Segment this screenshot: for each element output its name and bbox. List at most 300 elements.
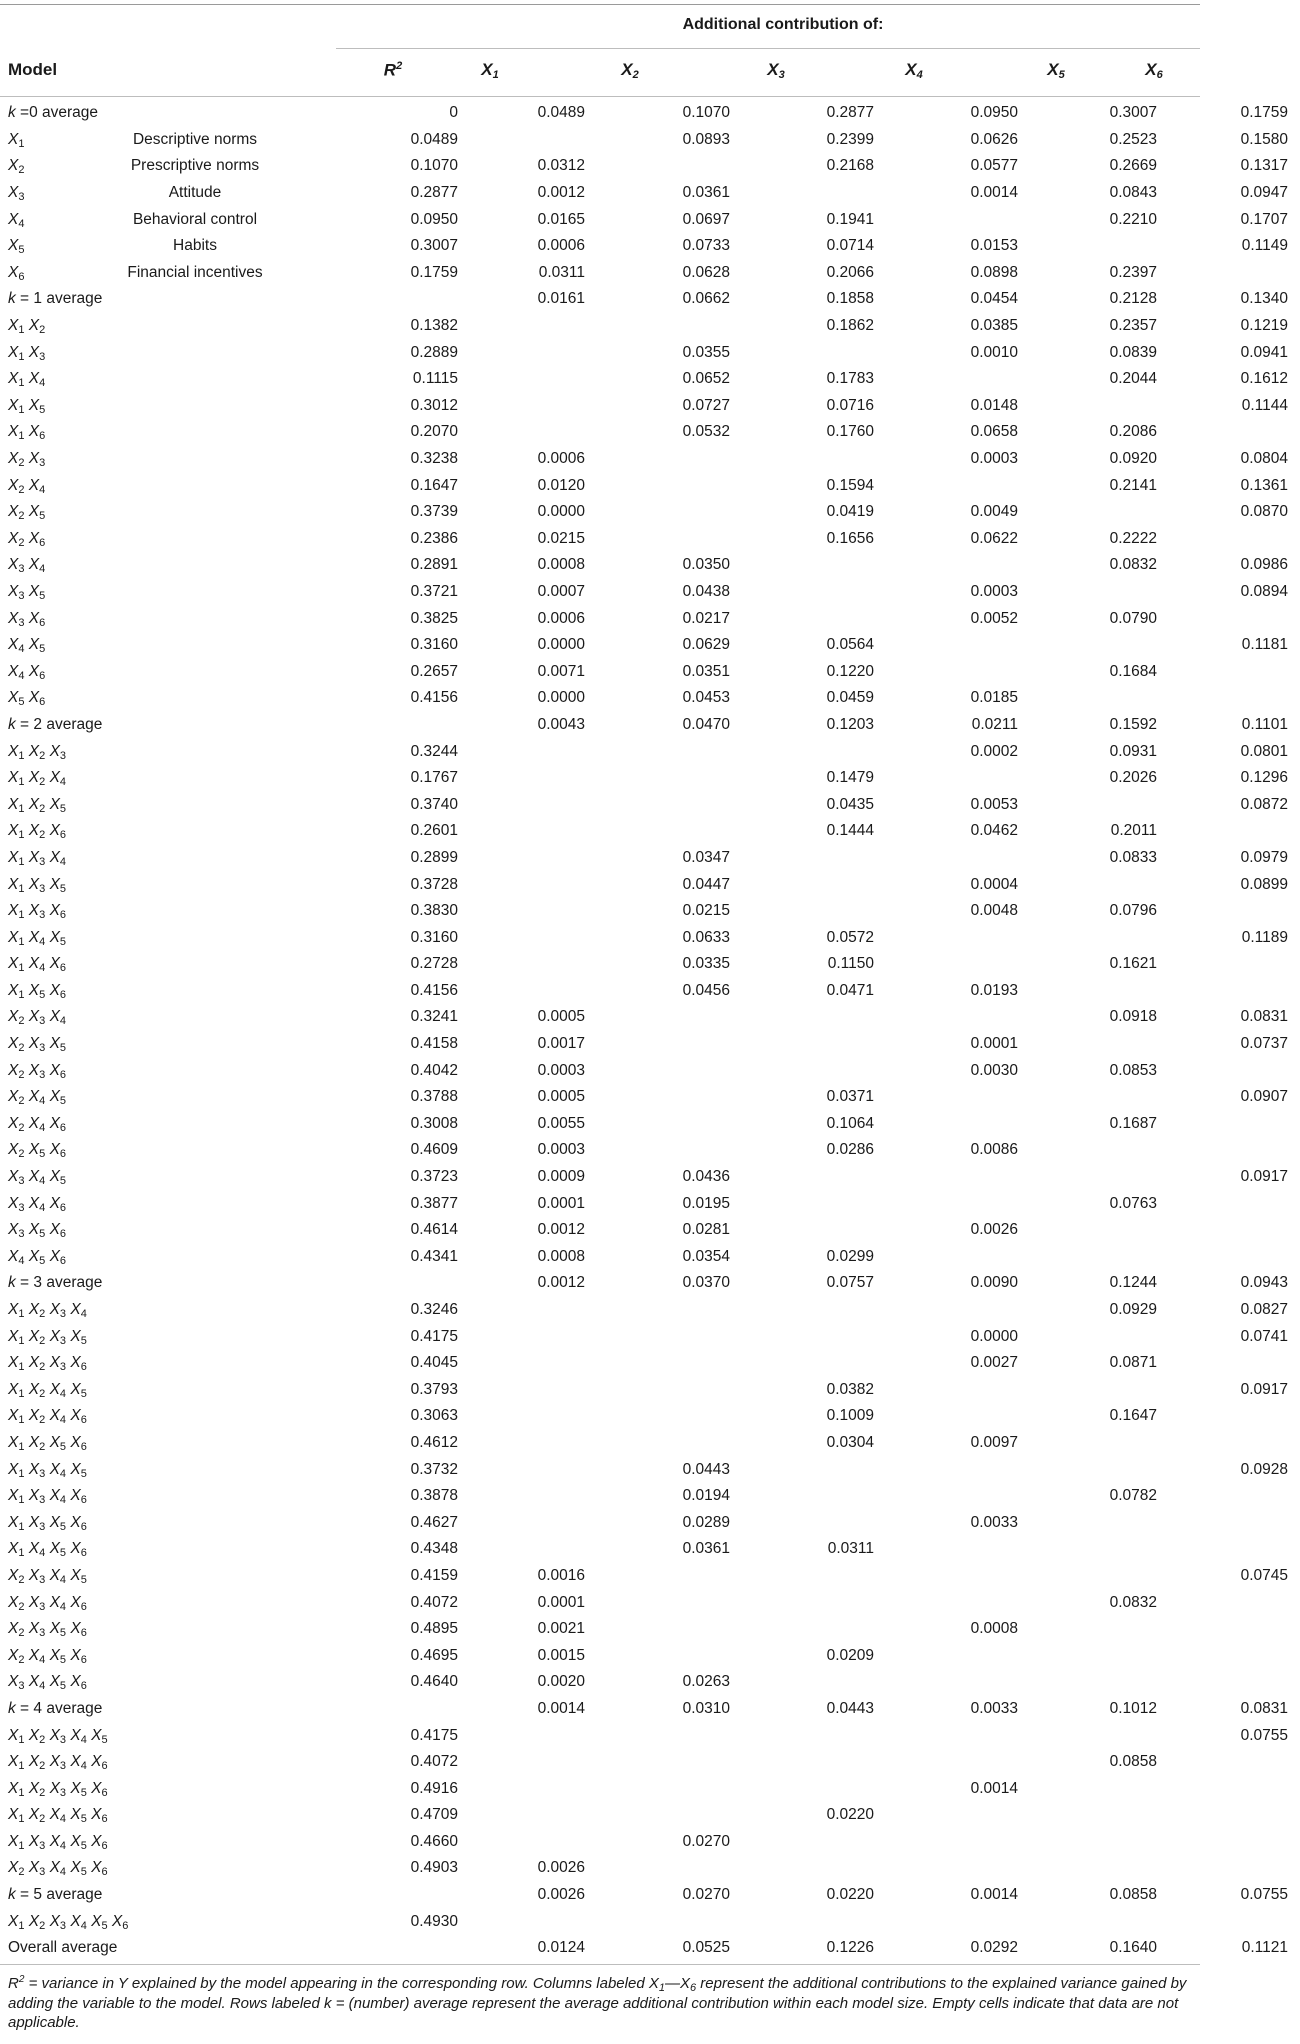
contribution-cell-x4: 0.0048 bbox=[970, 902, 1018, 920]
table-row bbox=[0, 1749, 1300, 1776]
table-row bbox=[0, 871, 1300, 898]
model-cell: $X_3$ Attitude bbox=[0, 180, 336, 207]
table-row bbox=[0, 898, 1300, 925]
contribution-cell-x2 bbox=[589, 1057, 734, 1084]
model-cell: $X_1$ $X_5$ bbox=[8, 396, 46, 416]
r2-cell: 0.2070 bbox=[410, 423, 458, 441]
contribution-cell-x4: 0.0008 bbox=[970, 1620, 1018, 1638]
contribution-cell-x5: 0.0929 bbox=[1109, 1301, 1157, 1319]
contribution-cell-x6: 0.0827 bbox=[1240, 1301, 1288, 1319]
table-row bbox=[0, 1855, 1300, 1882]
contribution-cell-x2 bbox=[589, 1111, 734, 1138]
contribution-cell-x3: 0.0471 bbox=[826, 981, 874, 999]
contribution-cell-x4: 0.0003 bbox=[970, 582, 1018, 600]
contribution-cell-x4: 0.0454 bbox=[970, 290, 1018, 308]
table-row bbox=[0, 153, 1300, 180]
contribution-cell-x1 bbox=[458, 791, 589, 818]
contribution-cell-x4: 0.0030 bbox=[970, 1061, 1018, 1079]
model-cell: $X_4$ $X_5$ $X_6$ bbox=[8, 1247, 67, 1267]
model-cell: k = 3 average bbox=[8, 1274, 103, 1292]
contribution-cell-x4: 0.0027 bbox=[970, 1354, 1018, 1372]
contribution-cell-x1: 0.0055 bbox=[537, 1114, 585, 1132]
contribution-cell-x3 bbox=[734, 1164, 878, 1191]
contribution-cell-x2 bbox=[589, 1084, 734, 1111]
contribution-cell-x2: 0.0447 bbox=[682, 875, 730, 893]
contribution-cell-x6: 0.1340 bbox=[1240, 290, 1288, 308]
contribution-cell-x1: 0.0021 bbox=[537, 1620, 585, 1638]
model-cell: $X_3$ $X_4$ $X_5$ $X_6$ bbox=[8, 1673, 87, 1693]
table-row bbox=[0, 1217, 1300, 1244]
contribution-cell-x2: 0.0652 bbox=[682, 370, 730, 388]
contribution-cell-x4 bbox=[878, 1111, 1022, 1138]
table-footnote: $R^2$ = variance in Y explained by the model appearing in the corresponding row. Columns labeled $X_1—X_6$ represent the additional contributions to the explained variance gained by adding the variable to the model. Rows labeled k = (number) average represent the average additional contribution within each model size. Empty cells indicate that data are not applicable. bbox=[8, 1974, 1187, 2031]
average-row bbox=[0, 100, 1300, 127]
contribution-cell-x6 bbox=[1161, 1669, 1300, 1696]
table-row bbox=[0, 1589, 1300, 1616]
r2-cell: 0.2386 bbox=[410, 529, 458, 547]
column-header-x2: $X_2$ bbox=[621, 60, 639, 81]
model-cell: $X_2$ $X_3$ $X_5$ bbox=[8, 1035, 67, 1055]
contribution-cell-x1: 0.0008 bbox=[537, 1247, 585, 1265]
r2-cell: 0.4156 bbox=[410, 689, 458, 707]
contribution-cell-x4: 0.0153 bbox=[970, 237, 1018, 255]
average-row bbox=[0, 286, 1300, 313]
r2-cell: 0.3723 bbox=[410, 1168, 458, 1186]
contribution-cell-x5 bbox=[1022, 685, 1161, 712]
contribution-cell-x5: 0.1647 bbox=[1109, 1407, 1157, 1425]
contribution-cell-x6: 0.0870 bbox=[1240, 503, 1288, 521]
r2-cell: 0.3830 bbox=[410, 902, 458, 920]
contribution-cell-x2: 0.1070 bbox=[682, 104, 730, 122]
contribution-cell-x2 bbox=[589, 1004, 734, 1031]
contribution-cell-x1: 0.0012 bbox=[537, 184, 585, 202]
contribution-cell-x1: 0.0124 bbox=[537, 1939, 585, 1957]
contribution-cell-x1 bbox=[458, 898, 589, 925]
contribution-cell-x6: 0.0745 bbox=[1240, 1566, 1288, 1584]
contribution-cell-x1 bbox=[458, 1829, 589, 1856]
r2-cell: 0.2889 bbox=[410, 343, 458, 361]
variable-description: Prescriptive norms bbox=[130, 157, 260, 175]
contribution-cell-x1 bbox=[458, 1802, 589, 1829]
contribution-cell-x2: 0.0347 bbox=[682, 848, 730, 866]
contribution-cell-x3 bbox=[734, 1350, 878, 1377]
contribution-cell-x1: 0.0026 bbox=[537, 1886, 585, 1904]
contribution-cell-x6: 0.0831 bbox=[1240, 1699, 1288, 1717]
contribution-cell-x5 bbox=[1022, 393, 1161, 420]
model-cell: $X_1$ $X_2$ $X_4$ $X_5$ bbox=[8, 1380, 87, 1400]
contribution-cell-x2: 0.0281 bbox=[682, 1221, 730, 1239]
table-row bbox=[0, 1616, 1300, 1643]
model-cell: $X_1$ $X_4$ $X_5$ bbox=[8, 928, 67, 948]
table-row bbox=[0, 1563, 1300, 1590]
contribution-cell-x3: 0.0299 bbox=[826, 1247, 874, 1265]
contribution-cell-x1 bbox=[458, 419, 589, 446]
contribution-cell-x1: 0.0000 bbox=[537, 503, 585, 521]
contribution-cell-x3 bbox=[734, 1297, 878, 1324]
contribution-cell-x6: 0.0737 bbox=[1240, 1035, 1288, 1053]
r2-cell: 0.3241 bbox=[410, 1008, 458, 1026]
contribution-cell-x4 bbox=[878, 1403, 1022, 1430]
contribution-cell-x2 bbox=[589, 526, 734, 553]
r2-cell: 0.4895 bbox=[410, 1620, 458, 1638]
contribution-cell-x2 bbox=[589, 791, 734, 818]
contribution-cell-x5 bbox=[1022, 579, 1161, 606]
contribution-cell-x1: 0.0015 bbox=[537, 1646, 585, 1664]
contribution-cell-x5: 0.1684 bbox=[1109, 662, 1157, 680]
contribution-cell-x5 bbox=[1022, 1430, 1161, 1457]
r2-cell: 0.2728 bbox=[410, 955, 458, 973]
r2-cell: 0 bbox=[449, 104, 458, 122]
contribution-cell-x5: 0.0782 bbox=[1109, 1487, 1157, 1505]
contribution-cell-x3 bbox=[734, 446, 878, 473]
contribution-cell-x2 bbox=[589, 472, 734, 499]
r2-cell: 0.3878 bbox=[410, 1487, 458, 1505]
contribution-cell-x5: 0.0853 bbox=[1109, 1061, 1157, 1079]
contribution-cell-x4 bbox=[878, 1563, 1022, 1590]
contribution-cell-x2 bbox=[589, 1589, 734, 1616]
contribution-cell-x5 bbox=[1022, 1563, 1161, 1590]
table-row bbox=[0, 339, 1300, 366]
contribution-cell-x2: 0.0727 bbox=[682, 396, 730, 414]
contribution-cell-x3: 0.1783 bbox=[826, 370, 874, 388]
contribution-cell-x4: 0.0014 bbox=[970, 1779, 1018, 1797]
model-cell: $X_4$ $X_5$ bbox=[8, 636, 46, 656]
contribution-cell-x3 bbox=[734, 1589, 878, 1616]
column-header-x5: $X_5$ bbox=[1047, 60, 1065, 81]
contribution-cell-x5 bbox=[1022, 1456, 1161, 1483]
contribution-cell-x6 bbox=[1161, 658, 1300, 685]
contribution-cell-x3 bbox=[734, 1190, 878, 1217]
model-cell: $X_1$ $X_6$ bbox=[8, 423, 46, 443]
contribution-cell-x6: 0.1219 bbox=[1240, 317, 1288, 335]
contribution-cell-x6: 0.1181 bbox=[1241, 636, 1288, 654]
table-row bbox=[0, 1722, 1300, 1749]
variable-description: Descriptive norms bbox=[132, 130, 258, 148]
contribution-cell-x3: 0.1220 bbox=[826, 662, 874, 680]
contribution-cell-x3 bbox=[734, 1908, 878, 1935]
contribution-cell-x2 bbox=[589, 1323, 734, 1350]
contribution-cell-x1 bbox=[458, 1509, 589, 1536]
contribution-cell-x6 bbox=[1161, 605, 1300, 632]
contribution-cell-x5: 0.0832 bbox=[1109, 1593, 1157, 1611]
contribution-cell-x3 bbox=[734, 605, 878, 632]
contribution-cell-x6 bbox=[1161, 1775, 1300, 1802]
contribution-cell-x3 bbox=[734, 1669, 878, 1696]
contribution-cell-x1 bbox=[458, 818, 589, 845]
contribution-cell-x5: 0.2011 bbox=[1110, 822, 1157, 840]
contribution-cell-x6 bbox=[1161, 898, 1300, 925]
table-row bbox=[0, 818, 1300, 845]
model-cell: $X_1$ Descriptive norms bbox=[0, 127, 336, 154]
contribution-cell-x2 bbox=[589, 1031, 734, 1058]
table-row bbox=[0, 1403, 1300, 1430]
top-rule bbox=[0, 4, 1200, 5]
table-row bbox=[0, 1908, 1300, 1935]
r2-cell: 0.1767 bbox=[410, 769, 458, 787]
contribution-cell-x3 bbox=[734, 845, 878, 872]
r2-cell: 0.4609 bbox=[410, 1141, 458, 1159]
contribution-cell-x4 bbox=[878, 765, 1022, 792]
model-cell: $X_2$ $X_3$ $X_4$ $X_5$ bbox=[8, 1566, 87, 1586]
contribution-cell-x6 bbox=[1161, 1642, 1300, 1669]
contribution-cell-x3: 0.0443 bbox=[826, 1699, 874, 1717]
contribution-cell-x4: 0.0898 bbox=[970, 263, 1018, 281]
contribution-cell-x3 bbox=[734, 1323, 878, 1350]
model-cell: $X_3$ $X_5$ bbox=[8, 582, 46, 602]
contribution-cell-x1: 0.0009 bbox=[537, 1168, 585, 1186]
table-row bbox=[0, 1802, 1300, 1829]
contribution-cell-x4: 0.0003 bbox=[970, 450, 1018, 468]
contribution-cell-x5 bbox=[1022, 1217, 1161, 1244]
model-cell: $X_1$ $X_2$ $X_4$ bbox=[8, 769, 67, 789]
model-cell: k = 4 average bbox=[8, 1699, 103, 1717]
contribution-cell-x2: 0.0270 bbox=[682, 1832, 730, 1850]
table-row bbox=[0, 1057, 1300, 1084]
contribution-cell-x1: 0.0161 bbox=[537, 290, 585, 308]
r2-cell bbox=[336, 1696, 458, 1723]
contribution-cell-x3 bbox=[734, 1057, 878, 1084]
contribution-cell-x4: 0.0014 bbox=[970, 184, 1018, 202]
contribution-cell-x6 bbox=[1161, 1057, 1300, 1084]
contribution-cell-x1 bbox=[458, 1430, 589, 1457]
contribution-cell-x3: 0.0220 bbox=[826, 1886, 874, 1904]
contribution-cell-x1: 0.0006 bbox=[537, 450, 585, 468]
contribution-cell-x3: 0.0572 bbox=[826, 928, 874, 946]
model-cell: $X_2$ $X_3$ $X_5$ $X_6$ bbox=[8, 1620, 87, 1640]
contribution-cell-x3: 0.1858 bbox=[826, 290, 874, 308]
r2-cell: 0.3007 bbox=[410, 237, 458, 255]
contribution-cell-x3 bbox=[734, 1456, 878, 1483]
contribution-cell-x5: 0.2128 bbox=[1109, 290, 1157, 308]
r2-cell: 0.4156 bbox=[410, 981, 458, 999]
model-cell: $X_3$ $X_4$ bbox=[8, 556, 46, 576]
contribution-cell-x5 bbox=[1022, 1244, 1161, 1271]
r2-cell: 0.4348 bbox=[410, 1540, 458, 1558]
contribution-cell-x5 bbox=[1022, 1323, 1161, 1350]
contribution-cell-x2: 0.0628 bbox=[682, 263, 730, 281]
table-row bbox=[0, 791, 1300, 818]
contribution-cell-x3 bbox=[734, 1722, 878, 1749]
contribution-cell-x3 bbox=[734, 1217, 878, 1244]
contribution-cell-x1 bbox=[458, 845, 589, 872]
contribution-cell-x3 bbox=[734, 1031, 878, 1058]
contribution-cell-x4: 0.0292 bbox=[970, 1939, 1018, 1957]
contribution-cell-x6 bbox=[1161, 260, 1300, 287]
model-cell: $X_1$ $X_2$ $X_3$ $X_5$ $X_6$ bbox=[8, 1779, 108, 1799]
contribution-cell-x4: 0.0033 bbox=[970, 1699, 1018, 1717]
table-row bbox=[0, 579, 1300, 606]
contribution-cell-x4 bbox=[878, 845, 1022, 872]
table-row bbox=[0, 233, 1300, 260]
r2-cell: 0.4175 bbox=[410, 1327, 458, 1345]
contribution-cell-x6: 0.1317 bbox=[1240, 157, 1288, 175]
contribution-cell-x1: 0.0043 bbox=[537, 715, 585, 733]
contribution-cell-x1 bbox=[458, 1908, 589, 1935]
contribution-cell-x4 bbox=[878, 1536, 1022, 1563]
contribution-cell-x1 bbox=[458, 1350, 589, 1377]
r2-cell: 0.1759 bbox=[410, 263, 458, 281]
r2-cell: 0.2657 bbox=[410, 662, 458, 680]
r2-cell: 0.2891 bbox=[410, 556, 458, 574]
r2-cell: 0.2601 bbox=[410, 822, 458, 840]
contribution-cell-x4: 0.0622 bbox=[970, 529, 1018, 547]
contribution-cell-x3: 0.0419 bbox=[826, 503, 874, 521]
r2-cell: 0.4341 bbox=[410, 1247, 458, 1265]
contribution-cell-x5 bbox=[1022, 1642, 1161, 1669]
contribution-cell-x2: 0.0370 bbox=[682, 1274, 730, 1292]
table-row bbox=[0, 366, 1300, 393]
contribution-cell-x4: 0.0185 bbox=[970, 689, 1018, 707]
contribution-cell-x3: 0.0286 bbox=[826, 1141, 874, 1159]
table-row bbox=[0, 1297, 1300, 1324]
contribution-cell-x1: 0.0071 bbox=[537, 662, 585, 680]
contribution-cell-x3 bbox=[734, 1616, 878, 1643]
contribution-cell-x2 bbox=[589, 1802, 734, 1829]
model-cell: $X_2$ $X_5$ $X_6$ bbox=[8, 1141, 67, 1161]
contribution-cell-x4 bbox=[878, 1483, 1022, 1510]
contribution-cell-x5: 0.1687 bbox=[1109, 1114, 1157, 1132]
contribution-cell-x3: 0.1226 bbox=[826, 1939, 874, 1957]
table-row bbox=[0, 1536, 1300, 1563]
contribution-cell-x6: 0.1101 bbox=[1241, 715, 1288, 733]
table-row bbox=[0, 446, 1300, 473]
model-cell: $X_1$ $X_2$ $X_5$ bbox=[8, 795, 67, 815]
model-cell: $X_1$ $X_2$ $X_3$ $X_4$ $X_5$ $X_6$ bbox=[8, 1912, 129, 1932]
contribution-cell-x5: 0.2222 bbox=[1109, 529, 1157, 547]
contribution-cell-x6 bbox=[1161, 978, 1300, 1005]
contribution-cell-x1 bbox=[458, 765, 589, 792]
contribution-cell-x2: 0.0633 bbox=[682, 928, 730, 946]
contribution-cell-x4 bbox=[878, 1244, 1022, 1271]
contribution-cell-x5 bbox=[1022, 791, 1161, 818]
contribution-cell-x1 bbox=[458, 871, 589, 898]
contribution-cell-x1: 0.0007 bbox=[537, 582, 585, 600]
contribution-cell-x4: 0.0033 bbox=[970, 1513, 1018, 1531]
contribution-cell-x3 bbox=[734, 1829, 878, 1856]
model-cell: $X_2$ Prescriptive norms bbox=[0, 153, 336, 180]
r2-cell bbox=[336, 712, 458, 739]
contribution-cell-x5 bbox=[1022, 1775, 1161, 1802]
model-cell: $X_1$ $X_3$ $X_4$ $X_5$ bbox=[8, 1460, 87, 1480]
model-cell: $X_1$ $X_2$ $X_3$ $X_4$ bbox=[8, 1301, 87, 1321]
contribution-cell-x2 bbox=[589, 1350, 734, 1377]
model-cell: $X_2$ $X_4$ $X_6$ bbox=[8, 1114, 67, 1134]
model-cell: $X_1$ $X_3$ bbox=[8, 343, 46, 363]
contribution-cell-x1 bbox=[458, 1749, 589, 1776]
average-row bbox=[0, 1696, 1300, 1723]
table-row bbox=[0, 1456, 1300, 1483]
contribution-cell-x6: 0.1149 bbox=[1241, 237, 1288, 255]
contribution-cell-x4 bbox=[878, 366, 1022, 393]
contribution-cell-x2 bbox=[589, 1403, 734, 1430]
r2-cell: 0.1382 bbox=[410, 317, 458, 335]
contribution-cell-x6: 0.0979 bbox=[1240, 848, 1288, 866]
contribution-cell-x3: 0.0209 bbox=[826, 1646, 874, 1664]
contribution-cell-x2: 0.0453 bbox=[682, 689, 730, 707]
contribution-cell-x1: 0.0012 bbox=[537, 1221, 585, 1239]
table-row bbox=[0, 127, 1300, 154]
contribution-cell-x6 bbox=[1161, 1137, 1300, 1164]
contribution-cell-x4: 0.0148 bbox=[970, 396, 1018, 414]
contribution-cell-x1: 0.0003 bbox=[537, 1061, 585, 1079]
contribution-cell-x2 bbox=[589, 1430, 734, 1457]
contribution-cell-x5: 0.0858 bbox=[1109, 1753, 1157, 1771]
contribution-cell-x2 bbox=[589, 765, 734, 792]
r2-cell: 0.4072 bbox=[410, 1753, 458, 1771]
contribution-cell-x1: 0.0008 bbox=[537, 556, 585, 574]
contribution-cell-x3 bbox=[734, 1855, 878, 1882]
r2-cell: 0.3160 bbox=[410, 928, 458, 946]
model-cell: $X_3$ $X_4$ $X_6$ bbox=[8, 1194, 67, 1214]
r2-cell: 0.4072 bbox=[410, 1593, 458, 1611]
contribution-cell-x6: 0.0986 bbox=[1240, 556, 1288, 574]
model-cell: $X_2$ $X_5$ bbox=[8, 503, 46, 523]
contribution-cell-x1 bbox=[458, 1775, 589, 1802]
contribution-cell-x5: 0.0790 bbox=[1109, 609, 1157, 627]
contribution-cell-x1 bbox=[458, 1377, 589, 1404]
contribution-cell-x1: 0.0003 bbox=[537, 1141, 585, 1159]
r2-cell: 0.2877 bbox=[410, 184, 458, 202]
table-row bbox=[0, 1137, 1300, 1164]
contribution-cell-x4 bbox=[878, 658, 1022, 685]
contribution-cell-x4: 0.0626 bbox=[970, 130, 1018, 148]
model-cell: $X_1$ $X_5$ $X_6$ bbox=[8, 981, 67, 1001]
r2-cell: 0.3244 bbox=[410, 742, 458, 760]
r2-cell: 0.4627 bbox=[410, 1513, 458, 1531]
contribution-cell-x3 bbox=[734, 1563, 878, 1590]
contribution-cell-x6: 0.0894 bbox=[1240, 582, 1288, 600]
contribution-cell-x2 bbox=[589, 1563, 734, 1590]
contribution-cell-x5 bbox=[1022, 871, 1161, 898]
contribution-cell-x5: 0.2026 bbox=[1109, 769, 1157, 787]
contribution-cell-x3 bbox=[734, 1483, 878, 1510]
contribution-cell-x6 bbox=[1161, 1855, 1300, 1882]
contribution-cell-x5: 0.0832 bbox=[1109, 556, 1157, 574]
contribution-cell-x5 bbox=[1022, 978, 1161, 1005]
contribution-cell-x2: 0.0354 bbox=[682, 1247, 730, 1265]
contribution-cell-x5 bbox=[1022, 1164, 1161, 1191]
variable-description: Financial incentives bbox=[127, 263, 263, 281]
table-row bbox=[0, 472, 1300, 499]
contribution-cell-x6 bbox=[1161, 1403, 1300, 1430]
contribution-cell-x2: 0.0456 bbox=[682, 981, 730, 999]
r2-cell: 0.3788 bbox=[410, 1088, 458, 1106]
model-cell: $X_4$ Behavioral control bbox=[0, 206, 336, 233]
contribution-cell-x2 bbox=[589, 1908, 734, 1935]
contribution-cell-x2 bbox=[589, 499, 734, 526]
column-header-x6: $X_6$ bbox=[1145, 60, 1163, 81]
contribution-cell-x1: 0.0000 bbox=[537, 689, 585, 707]
r2-cell: 0.4709 bbox=[410, 1806, 458, 1824]
average-row bbox=[0, 712, 1300, 739]
model-cell: $X_2$ $X_6$ bbox=[8, 529, 46, 549]
table-row bbox=[0, 552, 1300, 579]
contribution-cell-x2: 0.0525 bbox=[682, 1939, 730, 1957]
table-row bbox=[0, 1084, 1300, 1111]
r2-cell bbox=[336, 1935, 458, 1962]
r2-cell: 0.1647 bbox=[410, 476, 458, 494]
r2-cell: 0.4930 bbox=[410, 1912, 458, 1930]
model-cell: $X_1$ $X_2$ $X_4$ $X_6$ bbox=[8, 1407, 87, 1427]
contribution-cell-x4: 0.0053 bbox=[970, 795, 1018, 813]
r2-cell: 0.4159 bbox=[410, 1566, 458, 1584]
contribution-cell-x1 bbox=[458, 339, 589, 366]
contribution-cell-x5: 0.0918 bbox=[1109, 1008, 1157, 1026]
contribution-cell-x3 bbox=[734, 552, 878, 579]
table-row bbox=[0, 206, 1300, 233]
contribution-cell-x6: 0.1121 bbox=[1241, 1939, 1288, 1957]
model-cell: $X_3$ $X_5$ $X_6$ bbox=[8, 1221, 67, 1241]
